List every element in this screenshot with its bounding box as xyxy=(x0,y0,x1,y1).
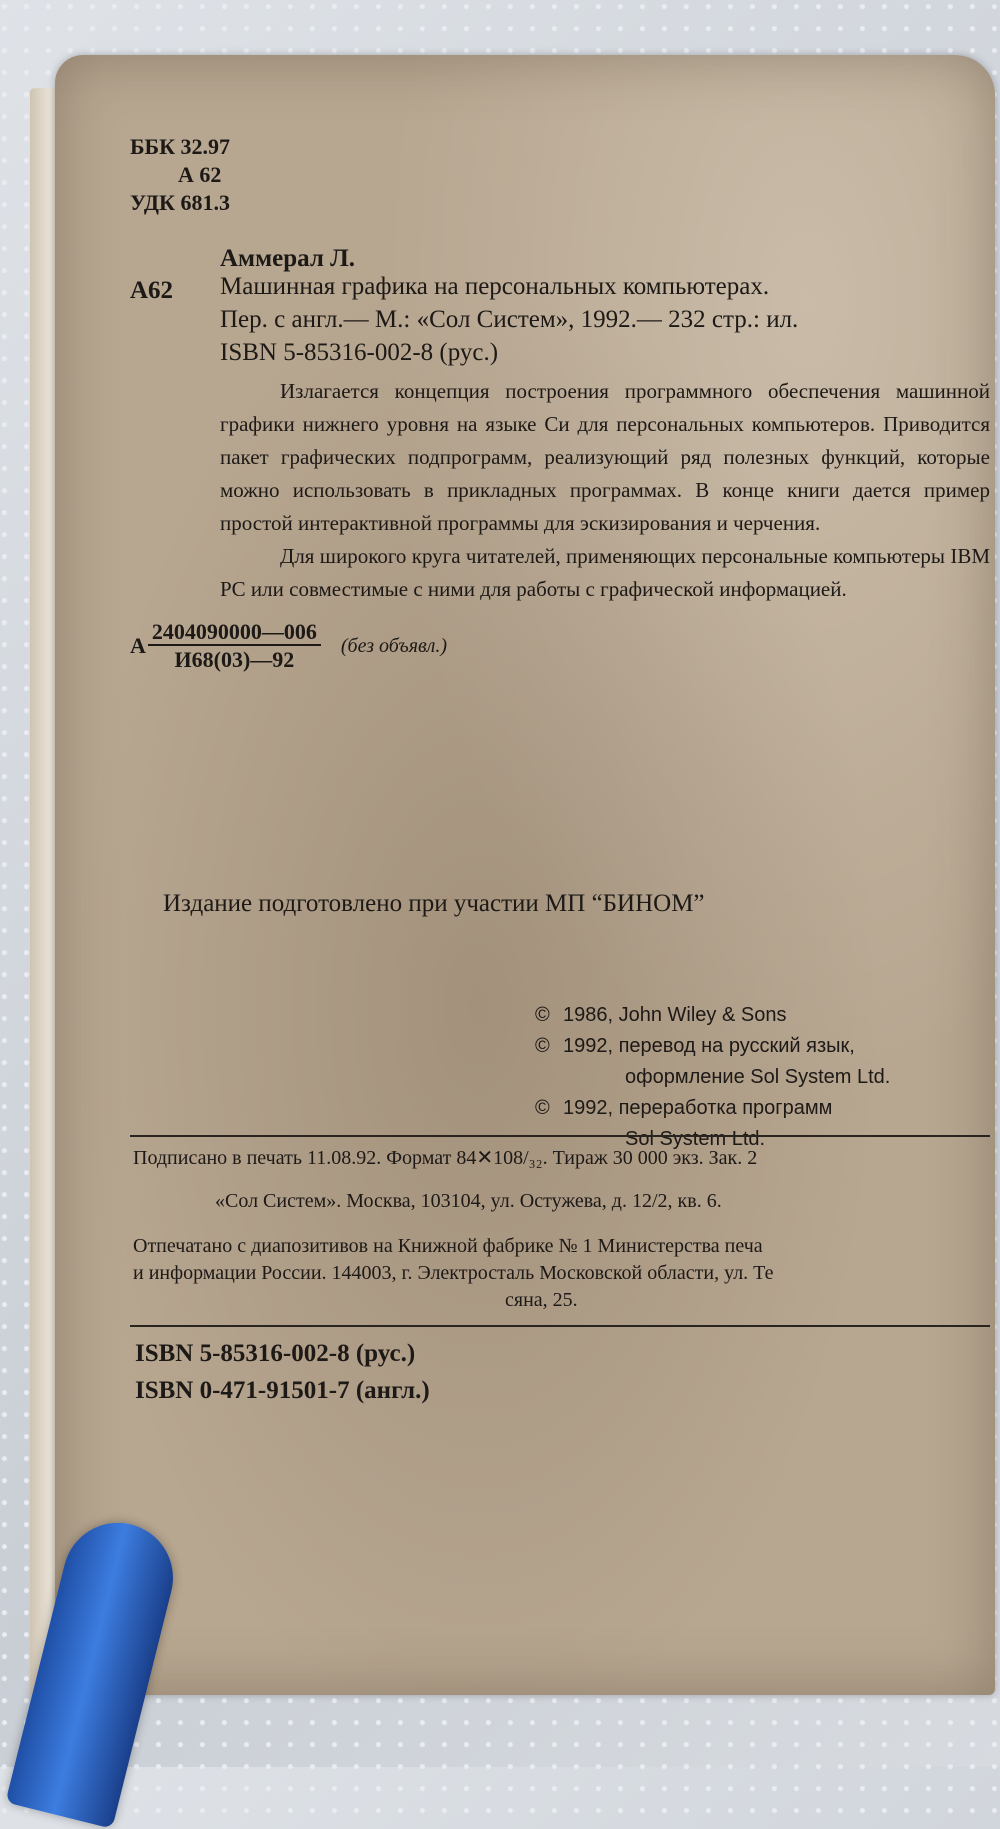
index-note: (без объявл.) xyxy=(340,635,448,657)
abstract-paragraph: Для широкого круга читателей, применяющих персональные компьютеры IBM PC или совместимые с ними для работы с графической информацией. xyxy=(220,544,990,601)
imprint-printed-line: сяна, 25. xyxy=(505,1289,578,1311)
copyright-line xyxy=(535,1031,890,1062)
imprint-printed-line: и информации России. 144003, г. Электросталь Московской области, ул. Те xyxy=(133,1262,774,1284)
bibliographic-entry xyxy=(220,270,990,369)
index-denominator: И68(03)—92 xyxy=(174,647,295,672)
isbn-block xyxy=(135,1335,430,1409)
book-title: Машинная графика на персональных компьютерах. xyxy=(220,273,770,300)
publication-info: Пер. с англ.— М.: «Сол Систем», 1992.— 232 стр.: ил. xyxy=(220,306,799,333)
copyright-text: 1992, переработка программ xyxy=(563,1097,833,1119)
publisher-note: Издание подготовлено при участии МП “БИНОМ” xyxy=(163,890,705,917)
abstract-paragraph: Излагается концепция построения программного обеспечения машинной графики нижнего уровня на языке Си для персональных компьютеров. Приводится пакет графических подпрограмм, реализующий ряд полезных функций, которые можно использовать в прикладных программах. В конце книги дается пример простой интерактивной программы для эскизирования и черчения. xyxy=(220,379,990,535)
isbn-line: ISBN 5-85316-002-8 (рус.) xyxy=(220,339,499,366)
divider-bottom xyxy=(130,1325,990,1327)
author-name: Аммерал Л. xyxy=(220,245,355,272)
copyright-block xyxy=(535,1000,890,1155)
isbn-russian: ISBN 5-85316-002-8 (рус.) xyxy=(135,1340,416,1367)
index-fraction xyxy=(148,620,321,672)
copyright-line xyxy=(535,1093,890,1124)
copyright-text: 1992, перевод на русский язык, xyxy=(563,1035,855,1057)
isbn-english: ISBN 0-471-91501-7 (англ.) xyxy=(135,1377,430,1404)
divider-top xyxy=(130,1135,990,1137)
copyright-symbol: © xyxy=(535,1097,550,1119)
abstract xyxy=(220,375,990,606)
imprint-publisher: «Сол Систем». Москва, 103104, ул. Остужева, д. 12/2, кв. 6. xyxy=(215,1190,722,1212)
index-code xyxy=(130,620,447,672)
imprint-printed-line: Отпечатано с диапозитивов на Книжной фабрике № 1 Министерства печа xyxy=(133,1235,763,1257)
udk-code: УДК 681.3 xyxy=(130,190,231,215)
copyright-text: 1986, John Wiley & Sons xyxy=(563,1004,787,1026)
copyright-symbol: © xyxy=(535,1004,550,1026)
copyright-continuation: оформление Sol System Ltd. xyxy=(625,1066,891,1088)
bbk-code: ББК 32.97 xyxy=(130,134,231,159)
copyright-line xyxy=(535,1000,890,1031)
imprint-signed: Подписано в печать 11.08.92. Формат 84✕108/₃₂. Тираж 30 000 экз. Зак. 2 xyxy=(133,1147,758,1169)
index-letter: А xyxy=(130,633,146,658)
copyright-symbol: © xyxy=(535,1035,550,1057)
book-page xyxy=(55,55,995,1695)
copyright-continuation: Sol System Ltd. xyxy=(625,1128,766,1150)
author-mark-side: А62 xyxy=(130,277,174,304)
index-numerator: 2404090000—006 xyxy=(148,620,321,646)
classification-block xyxy=(130,133,230,217)
author-mark: А 62 xyxy=(178,162,222,187)
